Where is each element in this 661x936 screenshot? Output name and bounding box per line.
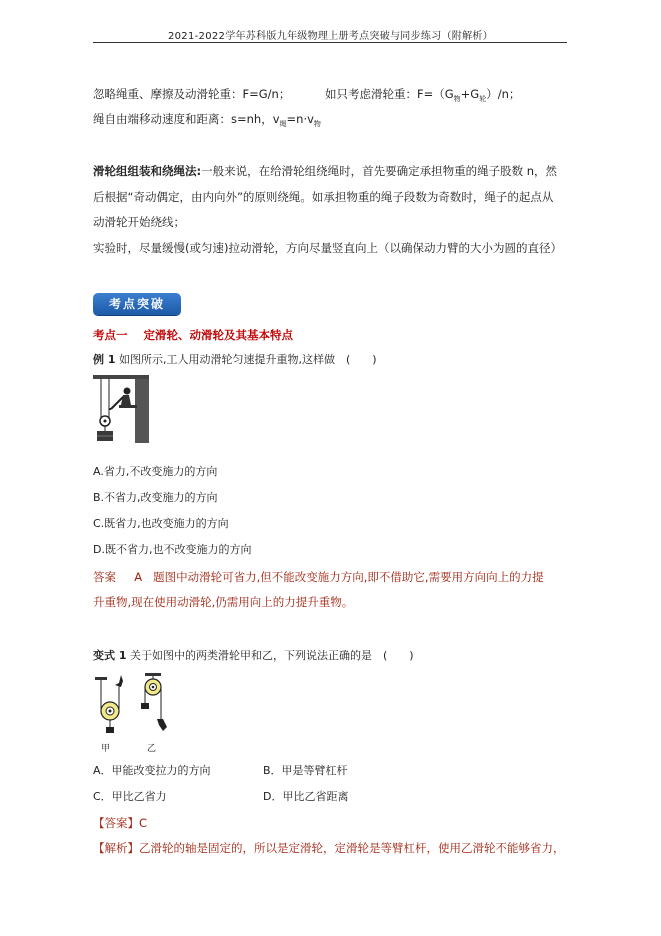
section-badge: 考点突破 bbox=[93, 293, 181, 315]
example1-option-b: B.不省力,改变施力的方向 bbox=[93, 491, 218, 504]
variant1-label: 变式 1 bbox=[93, 649, 127, 662]
formula-speed-mid: =n·v bbox=[286, 112, 314, 126]
example1-figure bbox=[93, 375, 149, 443]
formula-speed bbox=[93, 111, 321, 132]
example1-question: 如图所示,工人用动滑轮匀速提升重物,这样做 ( ) bbox=[118, 353, 377, 366]
formula-sub-rope: 绳 bbox=[279, 120, 287, 128]
example1-question-line bbox=[93, 352, 377, 368]
example1-option-a: A.省力,不改变施力的方向 bbox=[93, 465, 218, 478]
method-line-3: 动滑轮开始绕线； bbox=[93, 215, 185, 229]
variant1-analysis bbox=[93, 840, 567, 856]
example1-option-c: C.既省力,也改变施力的方向 bbox=[93, 517, 229, 530]
method-title: 滑轮组组装和绕绳法: bbox=[93, 164, 202, 178]
header-divider bbox=[93, 42, 567, 43]
section-heading bbox=[93, 327, 293, 343]
formula-consider-prefix: 如只考虑滑轮重：F=（G bbox=[325, 87, 454, 101]
example1-answer-label: 答案 bbox=[93, 570, 116, 584]
variant1-fig-label-yi: 乙 bbox=[147, 744, 157, 754]
example1-answer-letter: A bbox=[134, 570, 143, 584]
variant1-question-line bbox=[93, 648, 414, 664]
variant1-option-a: A．甲能改变拉力的方向 bbox=[93, 764, 211, 777]
formula-consider-mid: +G bbox=[460, 87, 480, 101]
formula-speed-prefix: 绳自由端移动速度和距离：s=nh，v bbox=[93, 112, 280, 126]
example1-answer-text: 题图中动滑轮可省力,但不能改变施力方向,即不借助它,需要用方向向上的力提 bbox=[153, 570, 544, 584]
example1-label: 例 1 bbox=[93, 353, 116, 366]
method-line-2: 后根据“奇动偶定，由内向外”的原则绕绳。如承担物重的绳子段数为奇数时，绳子的起点从 bbox=[93, 190, 554, 204]
formula-sub-wheel: 轮 bbox=[479, 95, 487, 103]
variant1-option-c: C．甲比乙省力 bbox=[93, 790, 167, 803]
formula-consider bbox=[325, 86, 520, 107]
variant1-figure bbox=[93, 671, 173, 741]
variant1-analysis-text: 乙滑轮的轴是固定的，所以是定滑轮，定滑轮是等臂杠杆，使用乙滑轮不能够省力， bbox=[139, 841, 565, 855]
variant1-analysis-label: 【解析】 bbox=[93, 841, 139, 855]
formula-sub-object2: 物 bbox=[313, 120, 321, 128]
example1-answer-line-2: 升重物,现在使用动滑轮,仍需用向上的力提升重物。 bbox=[93, 595, 354, 609]
formula-consider-suffix: ）/n； bbox=[486, 87, 521, 101]
variant1-option-b: B．甲是等臂杠杆 bbox=[263, 764, 348, 777]
variant1-answer: 【答案】C bbox=[93, 816, 148, 830]
variant1-option-d: D．甲比乙省距离 bbox=[263, 790, 349, 803]
page-header: 2021-2022学年苏科版九年级物理上册考点突破与同步练习（附解析） bbox=[167, 31, 493, 42]
variant1-fig-label-jia: 甲 bbox=[101, 744, 111, 754]
formula-sub-object: 物 bbox=[453, 95, 461, 103]
example1-answer-line-1 bbox=[93, 569, 544, 585]
formula-ignore: 忽略绳重、摩擦及动滑轮重：F=G/n； bbox=[93, 87, 291, 101]
method-text-1: 一般来说，在给滑轮组绕绳时，首先要确定承担物重的绳子股数 n，然 bbox=[201, 164, 558, 178]
section-label: 考点一 bbox=[93, 328, 128, 342]
method-line-1 bbox=[93, 163, 557, 179]
section-title: 定滑轮、动滑轮及其基本特点 bbox=[143, 328, 294, 342]
variant1-question: 关于如图中的两类滑轮甲和乙，下列说法正确的是 ( ) bbox=[129, 649, 414, 662]
method-line-4: 实验时，尽量缓慢(或匀速)拉动滑轮，方向尽量竖直向上（以确保动力臂的大小为圆的直径） bbox=[93, 241, 562, 255]
example1-option-d: D.既不省力,也不改变施力的方向 bbox=[93, 543, 252, 556]
